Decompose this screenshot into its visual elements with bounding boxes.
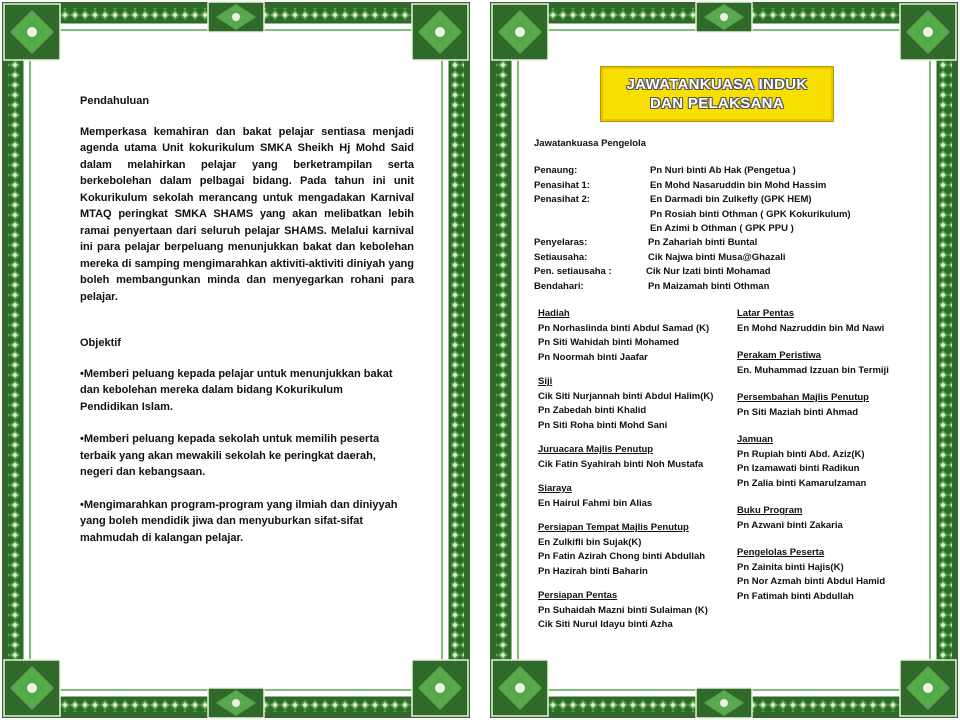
officer-row bbox=[534, 179, 826, 194]
subcommittee-title: Persembahan Majlis Penutup bbox=[737, 392, 869, 403]
subcommittee-title: Siaraya bbox=[538, 483, 572, 494]
subcommittee-group bbox=[737, 391, 919, 420]
member-name: En Hairul Fahmi bin Alias bbox=[538, 497, 653, 509]
objective-heading: Objektif bbox=[80, 337, 121, 349]
subcommittee-group bbox=[538, 589, 734, 633]
subcommittee-group bbox=[737, 546, 919, 604]
officer-role: Pen. setiausaha : bbox=[534, 266, 612, 277]
subcommittee-title: Latar Pentas bbox=[737, 308, 795, 319]
member-name: Cik Siti Nurul Idayu binti Azha bbox=[538, 619, 673, 630]
officer-role: Penaung: bbox=[534, 165, 578, 176]
officer-row bbox=[534, 164, 796, 179]
subcommittee-title: Perakam Peristiwa bbox=[737, 350, 821, 361]
right-page bbox=[488, 0, 960, 720]
subcommittee-group bbox=[737, 433, 919, 491]
title-line: JAWATANKUASA INDUK bbox=[626, 76, 808, 93]
officer-role: Setiausaha: bbox=[534, 252, 588, 263]
subcommittee-group bbox=[737, 349, 919, 378]
officer-name: En Azimi b Othman ( GPK PPU ) bbox=[650, 223, 794, 234]
member-name: Pn Siti Maziah binti Ahmad bbox=[737, 406, 859, 418]
objective-item: •Memberi peluang kepada pelajar untuk menunjukkan bakat dan kebolehan mereka dalam bidang Kokurikulum Pendidikan Islam. bbox=[80, 367, 393, 413]
left-page bbox=[0, 0, 472, 720]
officer-name: Pn Rosiah binti Othman ( GPK Kokurikulum) bbox=[650, 209, 851, 220]
introduction-section bbox=[80, 93, 414, 546]
member-name: Cik Fatin Syahirah binti Noh Mustafa bbox=[538, 458, 704, 470]
member-name: Pn Siti Roha binti Mohd Sani bbox=[538, 419, 668, 431]
member-name: Pn Azwani binti Zakaria bbox=[737, 519, 843, 531]
member-name: Pn Fatimah binti Abdullah bbox=[737, 590, 854, 602]
officer-name: Cik Najwa binti Musa@Ghazali bbox=[648, 252, 786, 263]
subcommittee-group bbox=[538, 443, 734, 472]
officer-row bbox=[534, 208, 851, 223]
officer-name: En Darmadi bin Zulkefly (GPK HEM) bbox=[650, 194, 812, 205]
subcommittee-group bbox=[538, 482, 734, 511]
officer-role: Penasihat 1: bbox=[534, 180, 590, 191]
officer-row bbox=[534, 222, 794, 237]
member-name: Pn Nor Azmah binti Abdul Hamid bbox=[737, 576, 886, 587]
member-name: Pn Zabedah binti Khalid bbox=[538, 405, 647, 416]
member-name: Pn Norhaslinda binti Abdul Samad (K) bbox=[538, 322, 710, 334]
member-name: Cik Siti Nurjannah binti Abdul Halim(K) bbox=[538, 390, 714, 402]
subcommittee-title: Siji bbox=[538, 376, 553, 387]
officer-row bbox=[534, 193, 812, 208]
introduction-heading: Pendahuluan bbox=[80, 95, 150, 107]
subcommittee-title: Hadiah bbox=[538, 308, 570, 319]
officer-name: Pn Maizamah binti Othman bbox=[648, 281, 770, 292]
subcommittee-title: Persiapan Pentas bbox=[538, 590, 618, 601]
subcommittee-title: Juruacara Majlis Penutup bbox=[538, 444, 654, 455]
subcommittee-title: Jamuan bbox=[737, 434, 773, 445]
subcommittee-group bbox=[737, 504, 919, 533]
officer-role: Bendahari: bbox=[534, 281, 584, 292]
subcommittee-title: Persiapan Tempat Majlis Penutup bbox=[538, 522, 689, 533]
member-name: En Zulkifli bin Sujak(K) bbox=[538, 536, 642, 548]
subcommittee-column-right bbox=[737, 307, 919, 614]
officer-role: Penyelaras: bbox=[534, 237, 588, 248]
member-name: Pn Noormah binti Jaafar bbox=[538, 351, 648, 363]
committee-title-banner bbox=[600, 66, 834, 122]
member-name: Pn Suhaidah Mazni binti Sulaiman (K) bbox=[538, 604, 708, 616]
title-line: DAN PELAKSANA bbox=[650, 95, 784, 112]
member-name: En. Muhammad Izzuan bin Termiji bbox=[737, 364, 889, 376]
member-name: En Mohd Nazruddin bin Md Nawi bbox=[737, 322, 885, 334]
officer-row bbox=[534, 265, 771, 280]
officer-role: Penasihat 2: bbox=[534, 194, 590, 205]
officer-row bbox=[534, 236, 757, 251]
subcommittee-group bbox=[538, 521, 734, 579]
subcommittee-title: Pengelolas Peserta bbox=[737, 547, 825, 558]
member-name: Pn Siti Wahidah binti Mohamed bbox=[538, 337, 680, 348]
member-name: Pn Zalia binti Kamarulzaman bbox=[737, 477, 867, 489]
member-name: Pn Zainita binti Hajis(K) bbox=[737, 561, 844, 573]
officer-name: Pn Nuri binti Ab Hak (Pengetua ) bbox=[650, 165, 796, 176]
subcommittee-title: Buku Program bbox=[737, 505, 803, 516]
subcommittee-group bbox=[538, 307, 734, 365]
objective-item: •Mengimarahkan program-program yang ilmiah dan diniyyah yang boleh mendidik jiwa dan menyuburkan sifat-sifat mahmudah di kalangan pelajar. bbox=[80, 498, 398, 544]
subcommittee-group bbox=[538, 375, 734, 433]
officer-name: En Mohd Nasaruddin bin Mohd Hassim bbox=[650, 180, 827, 191]
member-name: Pn Rupiah binti Abd. Aziz(K) bbox=[737, 448, 865, 460]
member-name: Pn Fatin Azirah Chong binti Abdullah bbox=[538, 551, 706, 562]
introduction-text: Memperkasa kemahiran dan bakat pelajar sentiasa menjadi agenda utama Unit kokurikulum SMKA Sheikh Hj Mohd Said dalam melahirkan pelajar yang berketrampilan serta berkebolehan dalam pelbagai bidang. Pada tahun ini unit Kokurikulum sekolah merancang untuk mengadakan Karnival MTAQ peringkat SMKA SHAMS yang akan melibatkan lebih ramai penyertaan dari seluruh pelajar SHAMS. Melalui karnival ini para pelajar berpeluang menunjukkan bakat dan kebolehan mereka di samping mengimarahkan aktiviti-aktiviti diniyah yang boleh membangunkan minda dan menyegarkan rohani para pelajar. bbox=[80, 125, 414, 303]
officer-row bbox=[534, 251, 786, 266]
member-name: Pn Hazirah binti Baharin bbox=[538, 565, 648, 577]
committee-heading: Jawatankuasa Pengelola bbox=[534, 138, 646, 149]
member-name: Pn Izamawati binti Radikun bbox=[737, 463, 860, 474]
subcommittee-group bbox=[737, 307, 919, 336]
officer-name: Pn Zahariah binti Buntal bbox=[648, 237, 758, 248]
officer-name: Cik Nur Izati binti Mohamad bbox=[646, 266, 771, 277]
subcommittee-column-left bbox=[538, 307, 734, 643]
officer-row bbox=[534, 280, 769, 295]
objective-item: •Memberi peluang kepada sekolah untuk memilih peserta terbaik yang akan mewakili sekolah ke peringkat daerah, negeri dan kebangsaan. bbox=[80, 433, 380, 478]
